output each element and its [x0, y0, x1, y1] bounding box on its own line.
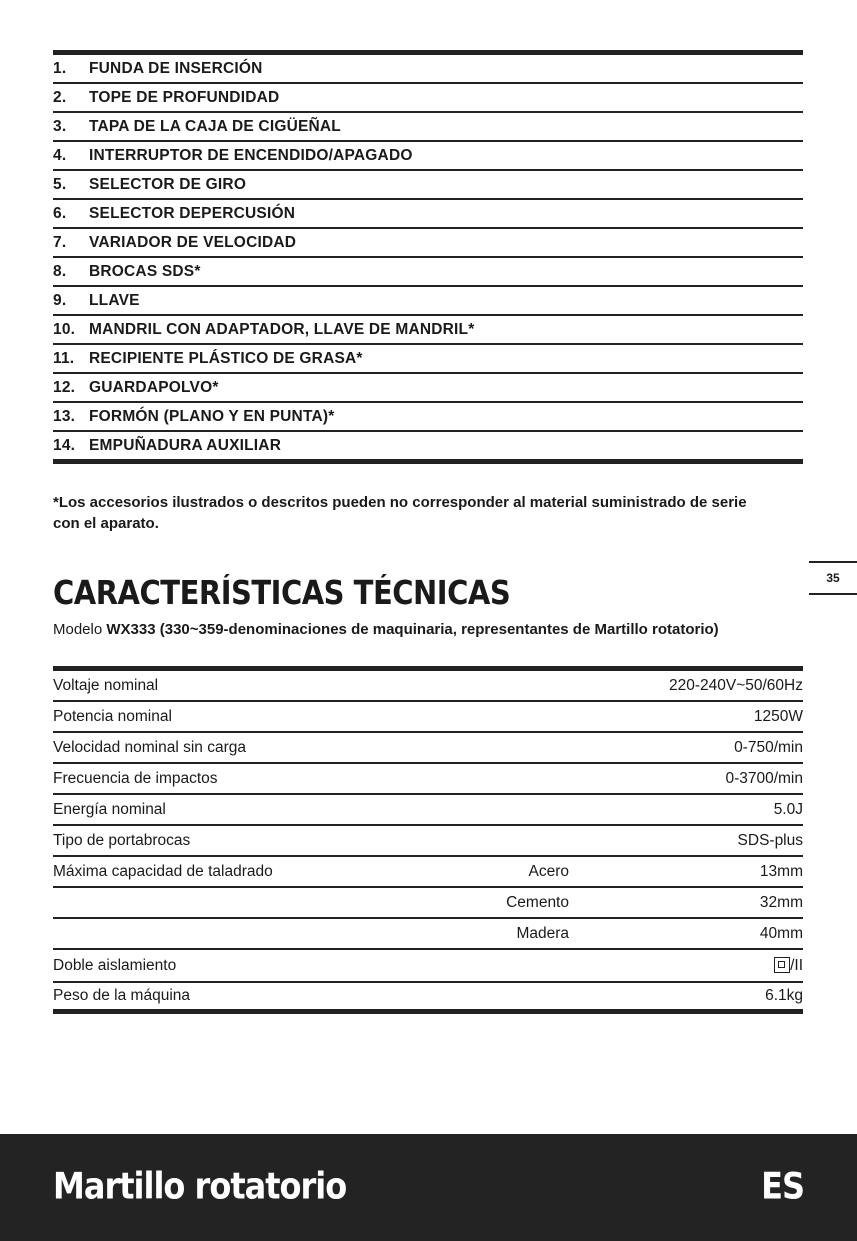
- spec-value: SDS-plus: [737, 831, 803, 849]
- parts-list-item: [53, 55, 803, 84]
- section-title: CARACTERÍSTICAS TÉCNICAS: [53, 574, 511, 613]
- accessories-note: *Los accesorios ilustrados o descritos pueden no corresponder al material suministrado de serie con el aparato.: [53, 494, 747, 532]
- parts-list-item: [53, 258, 803, 287]
- part-number: 4.: [53, 146, 67, 164]
- part-number: 13.: [53, 407, 76, 425]
- part-label: FUNDA DE INSERCIÓN: [89, 59, 263, 77]
- spec-material: Acero: [528, 862, 569, 880]
- double-insulation-icon: [774, 957, 790, 973]
- part-label: LLAVE: [89, 291, 140, 309]
- part-number: 10.: [53, 320, 76, 338]
- part-label: SELECTOR DEPERCUSIÓN: [89, 204, 296, 222]
- spec-value: 1250W: [753, 707, 803, 725]
- part-number: 1.: [53, 59, 67, 77]
- part-label: GUARDAPOLVO*: [89, 378, 219, 396]
- spec-row: [53, 733, 803, 764]
- parts-list-item: [53, 142, 803, 171]
- footer-bar: [0, 1134, 857, 1241]
- parts-list-item: [53, 403, 803, 432]
- model-line: [53, 620, 793, 640]
- parts-list-item: [53, 84, 803, 113]
- part-label: EMPUÑADURA AUXILIAR: [89, 436, 282, 454]
- part-label: RECIPIENTE PLÁSTICO DE GRASA*: [89, 349, 363, 367]
- spec-row: [53, 671, 803, 702]
- spec-row: [53, 983, 803, 1014]
- spec-value: 0-750/min: [734, 738, 803, 756]
- part-label: FORMÓN (PLANO Y EN PUNTA)*: [89, 407, 335, 425]
- parts-list-item: [53, 316, 803, 345]
- spec-label: Velocidad nominal sin carga: [53, 738, 247, 756]
- part-number: 8.: [53, 262, 67, 280]
- spec-row: [53, 919, 803, 950]
- spec-label: Energía nominal: [53, 800, 166, 818]
- spec-row: [53, 764, 803, 795]
- spec-label: Tipo de portabrocas: [53, 831, 191, 849]
- parts-list: [53, 50, 803, 464]
- part-label: BROCAS SDS*: [89, 262, 201, 280]
- part-label: MANDRIL CON ADAPTADOR, LLAVE DE MANDRIL*: [89, 320, 475, 338]
- spec-label: Potencia nominal: [53, 707, 172, 725]
- spec-row: [53, 857, 803, 888]
- part-number: 9.: [53, 291, 67, 309]
- parts-list-item: [53, 171, 803, 200]
- model-name: WX333 (330~359-denominaciones de maquinaria, representantes de Martillo rotatorio): [106, 621, 719, 638]
- part-number: 6.: [53, 204, 67, 222]
- spec-label: Doble aislamiento: [53, 956, 177, 974]
- spec-value: 40mm: [759, 924, 803, 942]
- spec-row: [53, 950, 803, 983]
- spec-value: 13mm: [759, 862, 803, 880]
- part-number: 3.: [53, 117, 67, 135]
- spec-value: 32mm: [759, 893, 803, 911]
- spec-row: [53, 795, 803, 826]
- part-label: TAPA DE LA CAJA DE CIGÜEÑAL: [89, 117, 341, 135]
- model-prefix: Modelo: [53, 621, 103, 638]
- spec-row: [53, 826, 803, 857]
- spec-value: 220-240V~50/60Hz: [668, 676, 803, 694]
- spec-value: 6.1kg: [765, 987, 803, 1004]
- spec-row: [53, 702, 803, 733]
- part-number: 11.: [53, 349, 75, 367]
- parts-list-item: [53, 374, 803, 403]
- part-label: TOPE DE PROFUNDIDAD: [89, 88, 280, 106]
- spec-value: 5.0J: [773, 800, 803, 818]
- spec-label: Voltaje nominal: [53, 676, 159, 694]
- spec-label: Frecuencia de impactos: [53, 769, 218, 787]
- spec-value: [774, 957, 803, 975]
- page-number: 35: [809, 561, 857, 595]
- part-label: VARIADOR DE VELOCIDAD: [89, 233, 297, 251]
- parts-list-item: [53, 287, 803, 316]
- spec-material: Madera: [516, 924, 569, 942]
- footer-title: Martillo rotatorio: [53, 1164, 347, 1208]
- part-number: 2.: [53, 88, 67, 106]
- specs-table: [53, 666, 803, 1014]
- spec-material: Cemento: [506, 893, 569, 911]
- part-number: 14.: [53, 436, 76, 454]
- parts-list-item: [53, 345, 803, 374]
- part-number: 12.: [53, 378, 76, 396]
- parts-list-item: [53, 432, 803, 464]
- parts-list-item: [53, 113, 803, 142]
- spec-label: Máxima capacidad de taladrado: [53, 862, 273, 880]
- insulation-class: /II: [790, 956, 803, 974]
- part-label: SELECTOR DE GIRO: [89, 175, 247, 193]
- spec-row: [53, 888, 803, 919]
- part-label: INTERRUPTOR DE ENCENDIDO/APAGADO: [89, 146, 413, 164]
- part-number: 7.: [53, 233, 67, 251]
- spec-label: Peso de la máquina: [53, 987, 191, 1004]
- spec-value: 0-3700/min: [725, 769, 803, 787]
- part-number: 5.: [53, 175, 67, 193]
- language-code: ES: [761, 1164, 804, 1208]
- parts-list-item: [53, 200, 803, 229]
- parts-list-item: [53, 229, 803, 258]
